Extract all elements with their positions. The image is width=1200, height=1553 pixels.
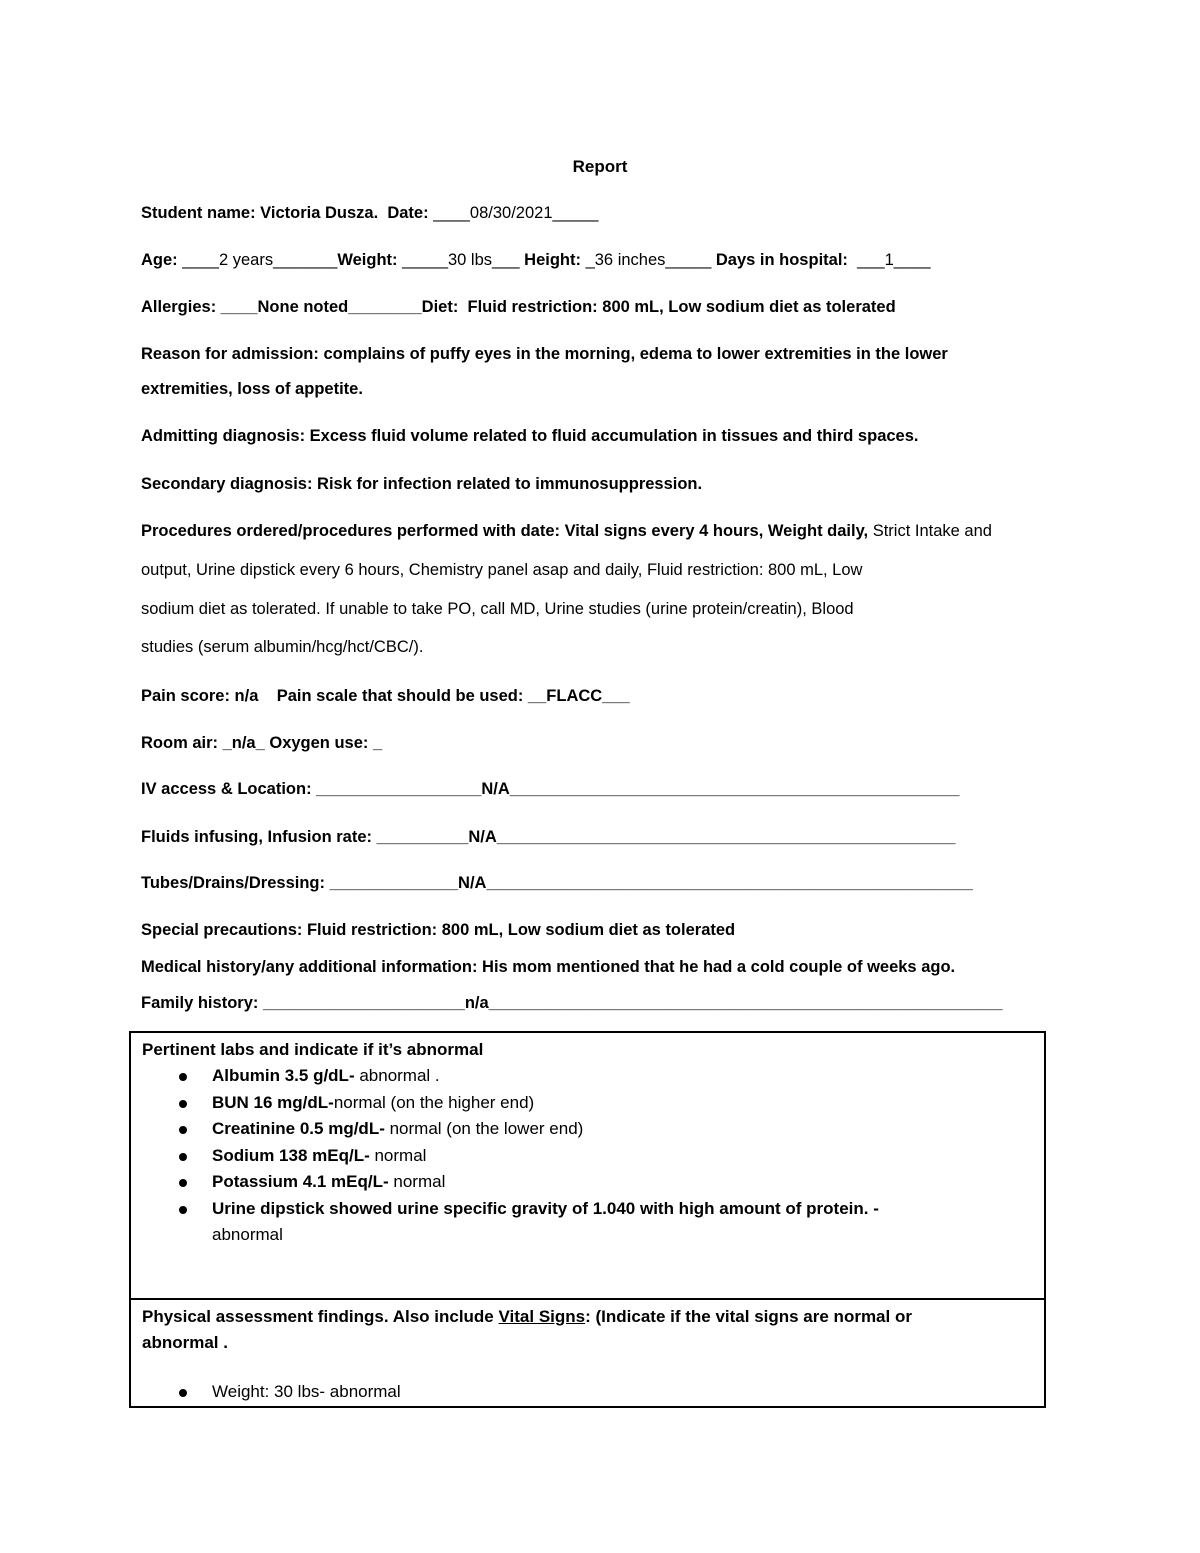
physical-heading-line2: abnormal . xyxy=(142,1333,228,1352)
lab-name: Potassium 4.1 mEq/L- xyxy=(212,1172,389,1191)
family-history: Family history: ______________________n/a________________________________________________________ xyxy=(141,994,1003,1012)
lab-status: abnormal . xyxy=(354,1066,440,1085)
allergies-value: ____None noted________ xyxy=(220,298,422,316)
weight-finding: Weight: 30 lbs- abnormal xyxy=(212,1382,401,1401)
bullet-icon xyxy=(179,1100,187,1108)
student-line xyxy=(141,203,1061,223)
allergies-line xyxy=(141,297,1061,317)
procedures-bold: Procedures ordered/procedures performed with date: Vital signs every 4 hours, Weight daily, xyxy=(141,522,869,540)
reason-line-2: extremities, loss of appetite. xyxy=(141,380,363,398)
fluids-line: Fluids infusing, Infusion rate: __________N/A__________________________________________________ xyxy=(141,828,956,846)
page-title: Report xyxy=(572,157,628,176)
height-value: _36 inches_____ xyxy=(585,251,712,269)
pain-line: Pain score: n/a Pain scale that should be used: __FLACC___ xyxy=(141,687,630,705)
lab-status: normal xyxy=(369,1145,427,1165)
bullet-icon xyxy=(179,1389,187,1397)
age-value: ____2 years_______ xyxy=(182,251,338,269)
procedures-rest: Strict Intake and xyxy=(868,522,992,540)
days-label: Days in hospital: xyxy=(715,251,848,269)
bullet-icon xyxy=(179,1126,187,1134)
reason-line-1: Reason for admission: complains of puffy eyes in the morning, edema to lower extremities in the lower xyxy=(141,345,948,363)
lab-name: Albumin 3.5 g/dL- xyxy=(212,1066,355,1085)
physical-heading xyxy=(142,1304,912,1330)
labs-heading: Pertinent labs and indicate if it’s abnormal xyxy=(142,1040,484,1059)
lab-name: Urine dipstick showed urine specific gravity of 1.040 with high amount of protein. - xyxy=(212,1198,879,1218)
student-name: Student name: Victoria Dusza. xyxy=(141,204,379,222)
procedures-line-3: sodium diet as tolerated. If unable to take PO, call MD, Urine studies (urine protein/creatin), Blood xyxy=(141,600,854,618)
list-item xyxy=(131,1116,879,1143)
lab-status: normal (on the higher end) xyxy=(333,1092,535,1112)
lab-name: Sodium 138 mEq/L- xyxy=(212,1145,370,1165)
lab-name: Creatinine 0.5 mg/dL- xyxy=(212,1119,385,1138)
physical-heading-text: Physical assessment findings. Also include xyxy=(142,1307,499,1326)
labs-cell xyxy=(131,1033,1044,1300)
list-item xyxy=(131,1196,879,1223)
days-value: ___1____ xyxy=(857,251,931,269)
procedures-line-4: studies (serum albumin/hcg/hct/CBC/). xyxy=(141,638,424,656)
date-value: ____08/30/2021_____ xyxy=(433,204,599,222)
list-item xyxy=(131,1063,879,1090)
lab-status: normal xyxy=(388,1172,446,1191)
physical-cell xyxy=(131,1300,1044,1408)
list-item-continuation xyxy=(131,1222,879,1249)
medical-history: Medical history/any additional information: His mom mentioned that he had a cold couple of weeks ago. xyxy=(141,958,956,976)
list-item xyxy=(131,1169,879,1196)
date-label: Date: xyxy=(387,204,429,222)
procedures-line-2: output, Urine dipstick every 6 hours, Chemistry panel asap and daily, Fluid restriction: 800 mL, Low xyxy=(141,561,863,579)
age-label: Age: xyxy=(141,251,178,269)
list-item xyxy=(131,1090,879,1117)
assessment-table xyxy=(129,1031,1046,1408)
admitting-diagnosis: Admitting diagnosis: Excess fluid volume related to fluid accumulation in tissues and third spaces. xyxy=(141,427,919,445)
bullet-icon xyxy=(179,1179,187,1187)
lab-status: abnormal xyxy=(212,1225,283,1244)
age-line xyxy=(141,250,1061,270)
tubes-line: Tubes/Drains/Dressing: ______________N/A_____________________________________________________ xyxy=(141,874,973,892)
list-item xyxy=(131,1143,879,1170)
weight-value: _____30 lbs___ xyxy=(402,251,520,269)
vital-signs-label: Vital Signs xyxy=(498,1307,586,1326)
iv-access-line: IV access & Location: __________________N/A_________________________________________________ xyxy=(141,780,960,798)
height-label: Height: xyxy=(524,251,581,269)
lab-name: BUN 16 mg/dL- xyxy=(212,1092,334,1112)
diet-text: Diet: Fluid restriction: 800 mL, Low sodium diet as tolerated xyxy=(421,298,896,316)
room-air-line: Room air: _n/a_ Oxygen use: _ xyxy=(141,734,383,752)
bullet-icon xyxy=(179,1073,187,1081)
lab-status: normal (on the lower end) xyxy=(384,1119,584,1138)
weight-label: Weight: xyxy=(337,251,398,269)
list-item xyxy=(131,1379,401,1406)
secondary-diagnosis: Secondary diagnosis: Risk for infection related to immunosuppression. xyxy=(141,475,703,493)
physical-heading-tail: : (Indicate if the vital signs are normal or xyxy=(585,1307,912,1326)
procedures-line-1 xyxy=(141,521,1061,541)
bullet-icon xyxy=(179,1153,187,1161)
labs-list xyxy=(131,1063,879,1249)
special-precautions: Special precautions: Fluid restriction: 800 mL, Low sodium diet as tolerated xyxy=(141,921,736,939)
allergies-label: Allergies: xyxy=(141,298,217,316)
physical-list xyxy=(131,1379,401,1406)
bullet-icon xyxy=(179,1206,187,1214)
